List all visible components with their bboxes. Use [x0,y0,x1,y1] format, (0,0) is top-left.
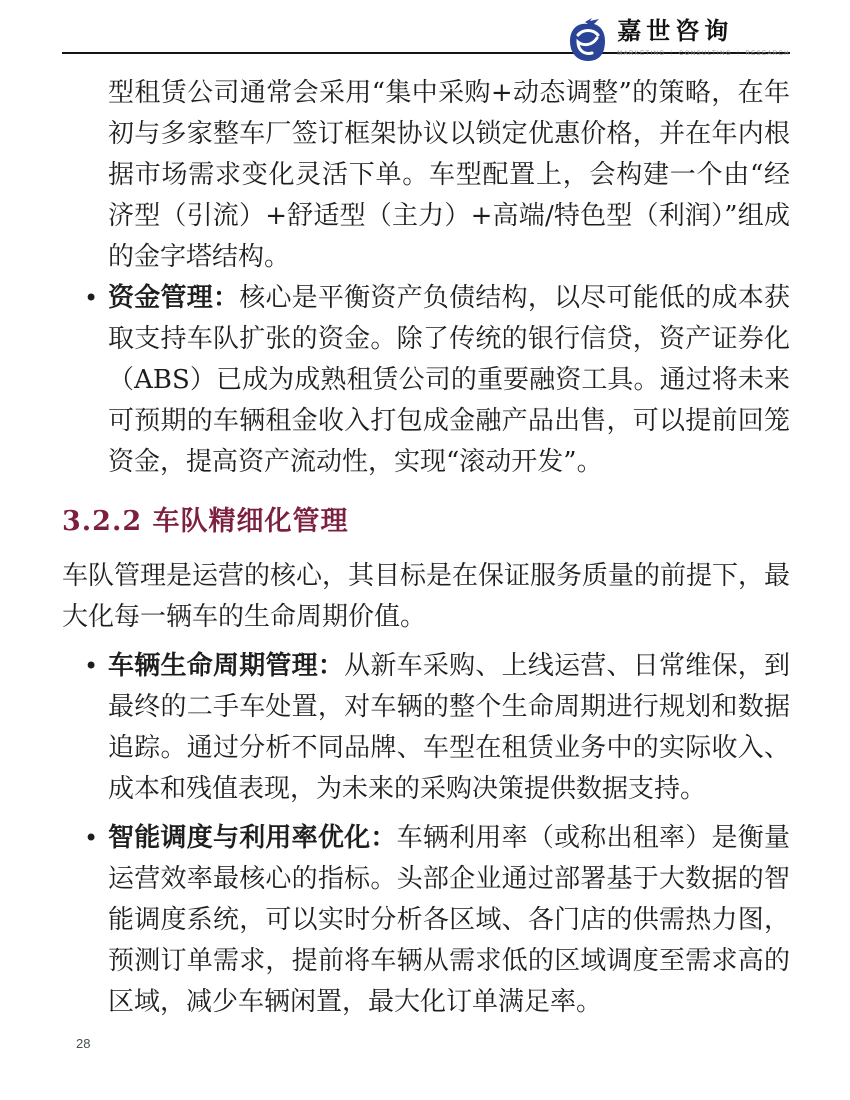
page-body [62,54,790,1023]
bullet-marker: • [84,652,99,680]
section-heading: 3.2.2 车队精细化管理 [62,506,349,537]
bullet-item-funding [62,278,790,483]
page-header [62,0,790,57]
bullet-marker: • [84,824,99,852]
logo-tagline: MARKETING ｜ CONSULTING ｜ RESEARCH [617,51,790,57]
bullet-item-dispatch [62,818,790,1023]
bullet-dispatch-body: 车辆利用率（或称出租率）是衡量运营效率最核心的指标。头部企业通过部署基于大数据的智能调度系统，可以实时分析各区域、各门店的供需热力图，预测订单需求，提前将车辆从需求低的区域调度至需求高的区域，减少车辆闲置，最大化订单满足率。 [108,823,790,1017]
bullet-marker: • [84,284,99,312]
section-intro-paragraph: 车队管理是运营的核心，其目标是在保证服务质量的前提下，最大化每一辆车的生命周期价值。 [62,561,791,632]
company-logo-icon [566,18,608,64]
page-number: 28 [76,1036,91,1051]
bullet-funding-lead: 资金管理： [108,283,240,313]
logo-name: 嘉世咨询 [617,18,734,45]
logo-text [617,18,790,57]
bullet-lifecycle-text [108,646,790,810]
bullet-funding-body: 核心是平衡资产负债结构，以尽可能低的成本获取支持车队扩张的资金。除了传统的银行信贷，资产证券化（ABS）已成为成熟租赁公司的重要融资工具。通过将未来可预期的车辆租金收入打包成金融产品出售，可以提前回笼资金，提高资产流动性，实现“滚动开发”。 [108,283,790,477]
bullet-lifecycle-body: 从新车采购、上线运营、日常维保，到最终的二手车处置，对车辆的整个生命周期进行规划和数据追踪。通过分析不同品牌、车型在租赁业务中的实际收入、成本和残值表现，为未来的采购决策提供数据支持。 [108,651,790,804]
bullet-dispatch-text [108,818,790,1023]
continuation-paragraph: 型租赁公司通常会采用“集中采购+动态调整”的策略，在年初与多家整车厂签订框架协议以锁定优惠价格，并在年内根据市场需求变化灵活下单。车型配置上，会构建一个由“经济型（引流）+舒适型（主力）+高端/特色型（利润）”组成的金字塔结构。 [108,78,790,272]
bullet-lifecycle-lead: 车辆生命周期管理： [108,651,345,681]
bullet-dispatch-lead: 智能调度与利用率优化： [108,823,397,853]
bullet-funding-text [108,278,790,483]
bullet-item-lifecycle [62,646,790,810]
company-logo [566,18,790,64]
